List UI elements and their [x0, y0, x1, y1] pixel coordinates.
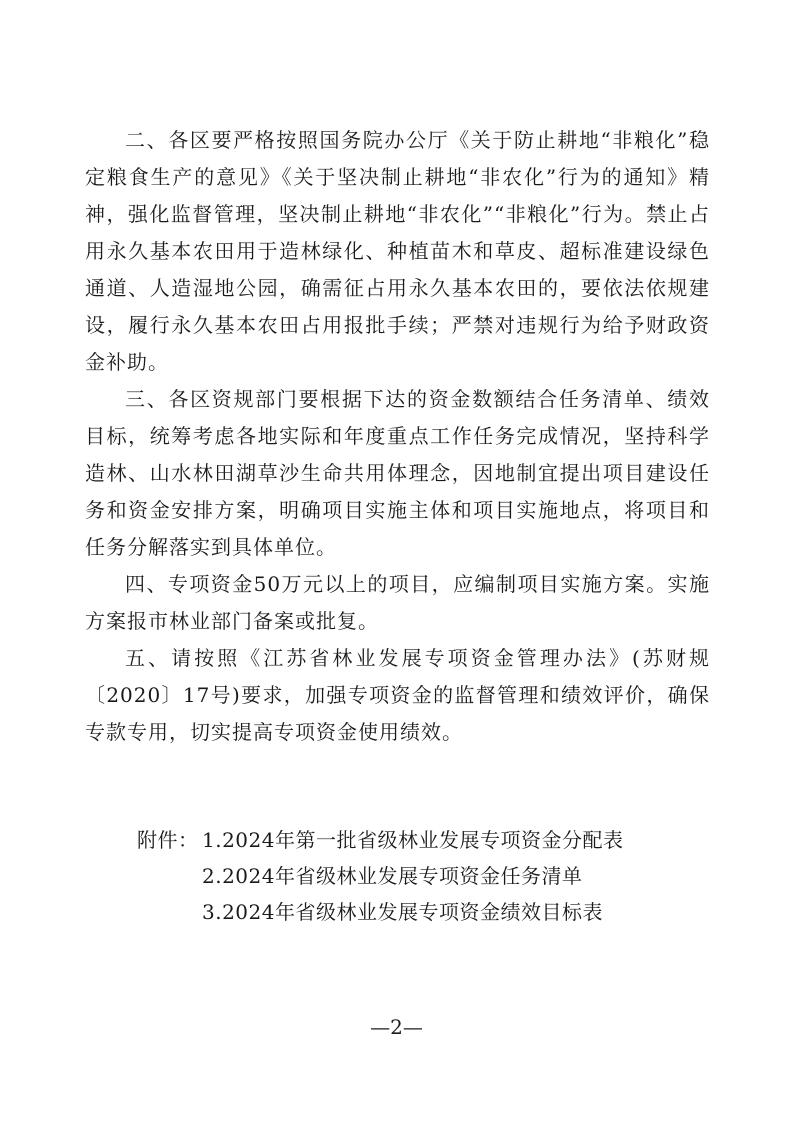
paragraph-2: 二、各区要严格按照国务院办公厅《关于防止耕地“非粮化”稳定粮食生产的意见》《关于坚决制止耕地“非农化”行为的通知》精神，强化监督管理，坚决制止耕地“非农化”“非粮化”行为。禁止占用永久基本农田用于造林绿化、种植苗木和草皮、超标准建设绿色通道、人造湿地公园，确需征占用永久基本农田的，要依法依规建设，履行永久基本农田占用报批手续；严禁对违规行为给予财政资金补助。: [85, 128, 710, 374]
document-body: [85, 122, 710, 751]
paragraph-4: 四、专项资金50万元以上的项目，应编制项目实施方案。实施方案报市林业部门备案或批复。: [85, 572, 710, 633]
attachment-item-1: 1.2024年第一批省级林业发展专项资金分配表: [202, 828, 624, 852]
attachment-row: [137, 822, 697, 858]
paragraph-5: 五、请按照《江苏省林业发展专项资金管理办法》(苏财规〔2020〕17号)要求，加强专项资金的监督管理和绩效评价，确保专款专用，切实提高专项资金使用绩效。: [85, 646, 710, 744]
attachments-label: 附件：: [137, 828, 199, 852]
page-number: —2—: [370, 1015, 423, 1039]
attachment-row: [137, 894, 697, 930]
attachments-list: [137, 822, 697, 930]
attachment-item-2: 2.2024年省级林业发展专项资金任务清单: [202, 864, 583, 888]
paragraph-3: 三、各区资规部门要根据下达的资金数额结合任务清单、绩效目标，统筹考虑各地实际和年度重点工作任务完成情况，坚持科学造林、山水林田湖草沙生命共用体理念，因地制宜提出项目建设任务和资金安排方案，明确项目实施主体和项目实施地点，将项目和任务分解落实到具体单位。: [85, 387, 710, 559]
attachment-item-3: 3.2024年省级林业发展专项资金绩效目标表: [202, 900, 603, 924]
attachment-row: [137, 858, 697, 894]
